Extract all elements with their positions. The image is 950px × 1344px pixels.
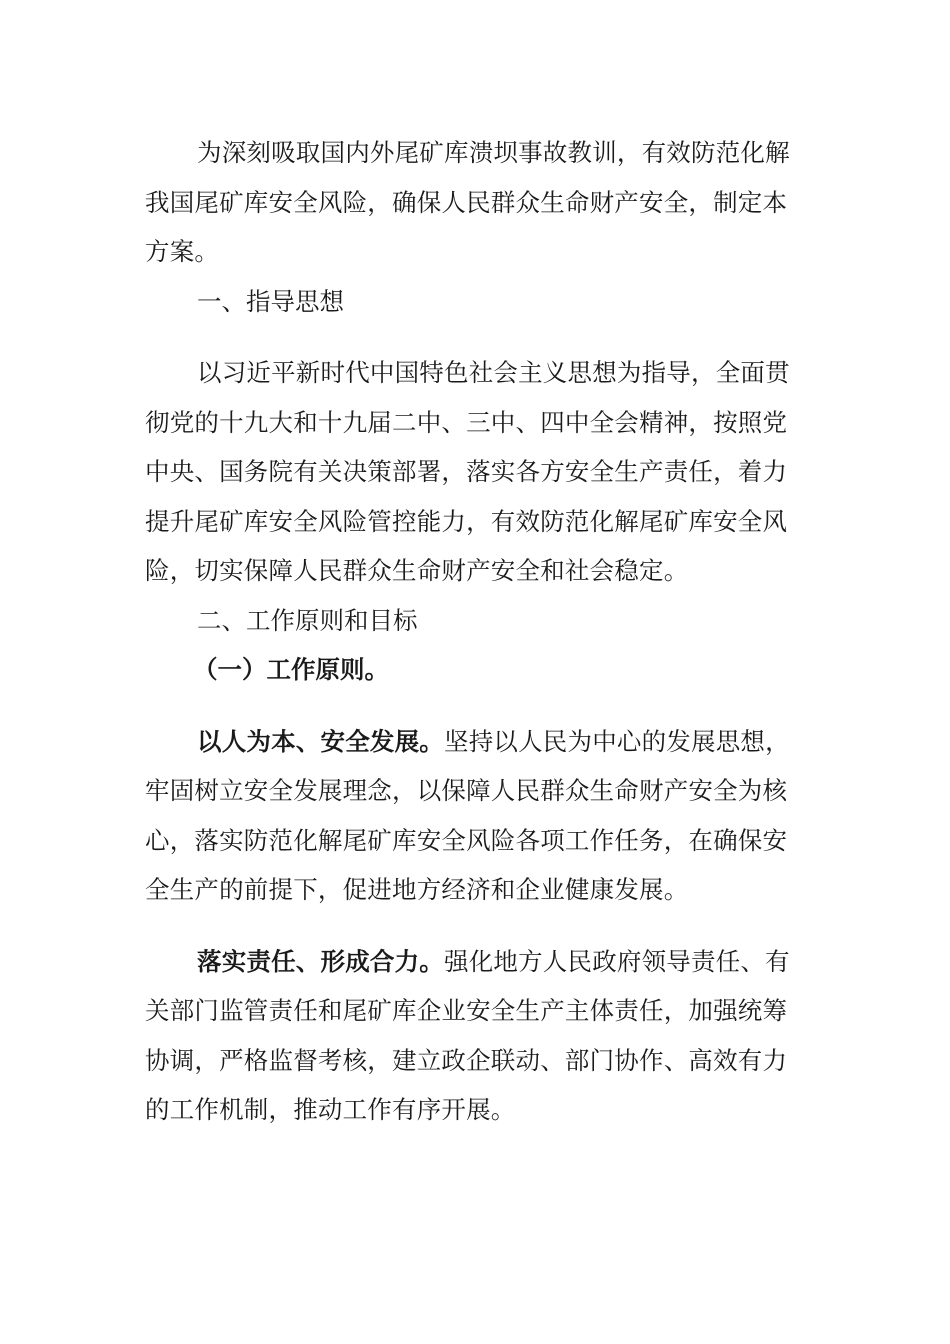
work-principles-subheading: （一）工作原则。	[193, 655, 389, 684]
section-2-heading: 二、工作原则和目标	[197, 605, 418, 635]
intro-paragraph: 为深刻吸取国内外尾矿库溃坝事故教训，有效防范化解我国尾矿库安全风险，确保人民群众生命财产安全，制定本方案。	[145, 138, 790, 266]
principle-1-title: 以人为本、安全发展。	[197, 726, 444, 756]
principle-2-title: 落实责任、形成合力。	[197, 946, 444, 976]
section-1-heading: 一、指导思想	[197, 286, 344, 316]
principle-1-paragraph	[145, 717, 800, 915]
document-page	[145, 128, 800, 1135]
principle-2-paragraph	[145, 937, 800, 1135]
section-1-body: 以习近平新时代中国特色社会主义思想为指导，全面贯彻党的十九大和十九届二中、三中、四中全会精神，按照党中央、国务院有关决策部署，落实各方安全生产责任，着力提升尾矿库安全风险管控能力，有效防范化解尾矿库安全风险，切实保障人民群众生命财产安全和社会稳定。	[145, 358, 790, 585]
principle-1-body: 坚持以人民为中心的发展思想，牢固树立安全发展理念，以保障人民群众生命财产安全为核心，落实防范化解尾矿库安全风险各项工作任务，在确保安全生产的前提下，促进地方经济和企业健康发展。	[145, 726, 790, 904]
principle-2-body: 强化地方人民政府领导责任、有关部门监管责任和尾矿库企业安全生产主体责任，加强统筹协调，严格监督考核，建立政企联动、部门协作、高效有力的工作机制，推动工作有序开展。	[145, 946, 790, 1124]
